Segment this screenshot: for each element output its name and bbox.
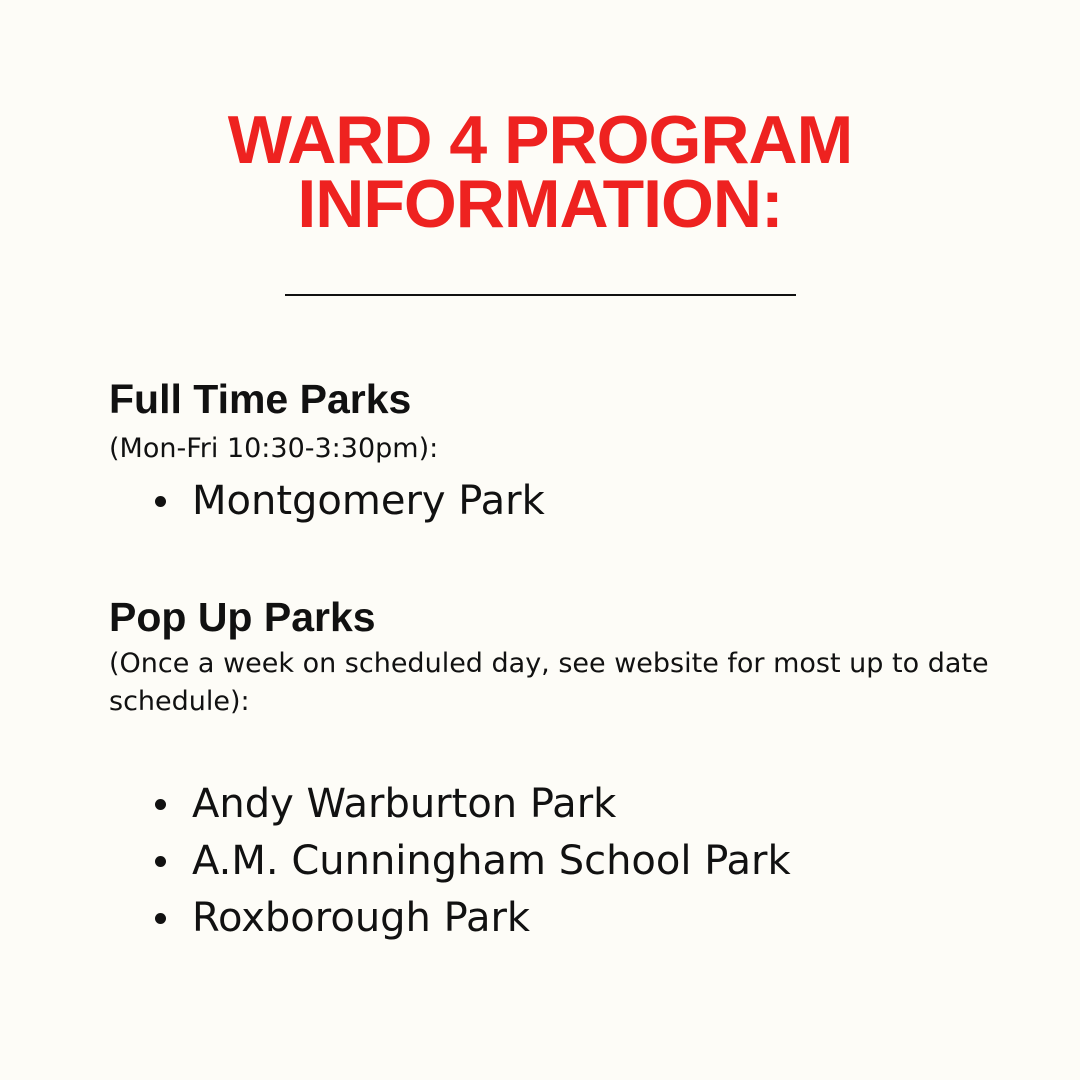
title-divider [285, 294, 796, 296]
full-time-parks-heading: Full Time Parks [109, 376, 412, 422]
full-time-parks-hours: (Mon-Fri 10:30-3:30pm): [109, 433, 439, 464]
title-line-2: INFORMATION: [297, 166, 783, 242]
list-item [155, 890, 791, 947]
pop-up-parks-note: (Once a week on scheduled day, see website for most up to date schedule): [109, 648, 989, 717]
bullet-icon [155, 496, 166, 507]
list-item [155, 473, 545, 530]
bullet-icon [155, 856, 166, 867]
pop-up-parks-list [155, 776, 791, 947]
park-name: Roxborough Park [192, 895, 531, 941]
park-name: Montgomery Park [192, 478, 545, 524]
bullet-icon [155, 799, 166, 810]
full-time-parks-list [155, 473, 545, 530]
list-item [155, 833, 791, 890]
list-item [155, 776, 791, 833]
park-name: A.M. Cunningham School Park [192, 838, 791, 884]
page-title [0, 102, 1080, 242]
bullet-icon [155, 913, 166, 924]
title-line-1: WARD 4 PROGRAM [227, 102, 853, 178]
park-name: Andy Warburton Park [192, 781, 617, 827]
pop-up-parks-heading: Pop Up Parks [109, 594, 376, 640]
